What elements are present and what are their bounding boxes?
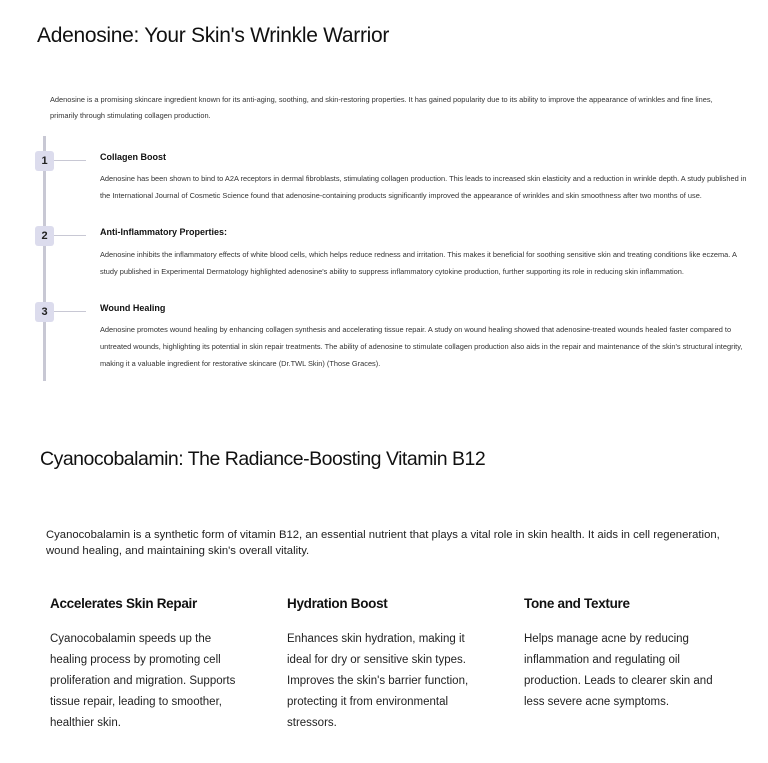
feature-tone-texture-heading: Tone and Texture [524, 596, 630, 611]
step-1-heading: Collagen Boost [100, 152, 167, 162]
step-1-body: Adenosine has been shown to bind to A2A receptors in dermal fibroblasts, stimulating collagen production. This leads to increased skin elasticity and a reduction in wrinkle depth. A study published in the International Journal of Cosmetic Science found that adenosine-containing products significantly improved the appearance of wrinkles and skin smoothness after two months of use. [100, 174, 747, 200]
feature-skin-repair-heading: Accelerates Skin Repair [50, 596, 197, 611]
step-3-connector [54, 311, 86, 312]
cyanocobalamin-intro: Cyanocobalamin is a synthetic form of vitamin B12, an essential nutrient that plays a vital role in skin health. It aids in cell regeneration, wound healing, and maintaining skin's overall vitality. [46, 529, 720, 557]
adenosine-title: Adenosine: Your Skin's Wrinkle Warrior [37, 24, 390, 47]
feature-tone-texture-body: Helps manage acne by reducing inflammation and regulating oil production. Leads to clearer skin and less severe acne symptoms. [524, 633, 713, 708]
step-3-body: Adenosine promotes wound healing by enhancing collagen synthesis and accelerating tissue repair. A study on wound healing showed that adenosine-treated wounds healed faster compared to untreated wounds, highlighting its potential in skin repair treatments. The ability of adenosine to stimulate collagen production also aids in the repair and maintenance of the skin's structural integrity, making it a valuable ingredient for restorative skincare (Dr.TWL Skin) (Those Graces). [100, 325, 743, 368]
feature-skin-repair-body: Cyanocobalamin speeds up the healing process by promoting cell proliferation and migration. Supports tissue repair, leading to smoother, healthier skin. [50, 633, 236, 729]
step-2-body: Adenosine inhibits the inflammatory effects of white blood cells, which helps reduce redness and irritation. This makes it beneficial for soothing sensitive skin and treating conditions like eczema. A study published in Experimental Dermatology highlighted adenosine's ability to suppress inflammatory cytokine production, further supporting its role in reducing skin inflammation. [100, 250, 737, 276]
feature-hydration-boost-heading: Hydration Boost [287, 596, 388, 611]
adenosine-timeline [0, 136, 768, 382]
feature-tone-texture [524, 593, 724, 713]
step-1-connector [54, 160, 86, 161]
step-1-badge: 1 [35, 151, 54, 171]
step-3-heading: Wound Healing [100, 303, 166, 313]
step-3-badge: 3 [35, 302, 54, 322]
step-2-connector [54, 235, 86, 236]
feature-hydration-boost-body: Enhances skin hydration, making it ideal for dry or sensitive skin types. Improves the skin's barrier function, protecting it from environmental stressors. [287, 633, 469, 729]
cyanocobalamin-title: Cyanocobalamin: The Radiance-Boosting Vitamin B12 [40, 448, 486, 470]
feature-skin-repair [50, 593, 250, 734]
step-2-badge: 2 [35, 226, 54, 246]
adenosine-intro: Adenosine is a promising skincare ingredient known for its anti-aging, soothing, and skin-restoring properties. It has gained popularity due to its ability to improve the appearance of wrinkles and fine lines, primarily through stimulating collagen production. [50, 95, 713, 120]
timeline-line [43, 136, 46, 381]
step-2-heading: Anti-Inflammatory Properties: [100, 227, 228, 237]
feature-hydration-boost [287, 593, 487, 734]
